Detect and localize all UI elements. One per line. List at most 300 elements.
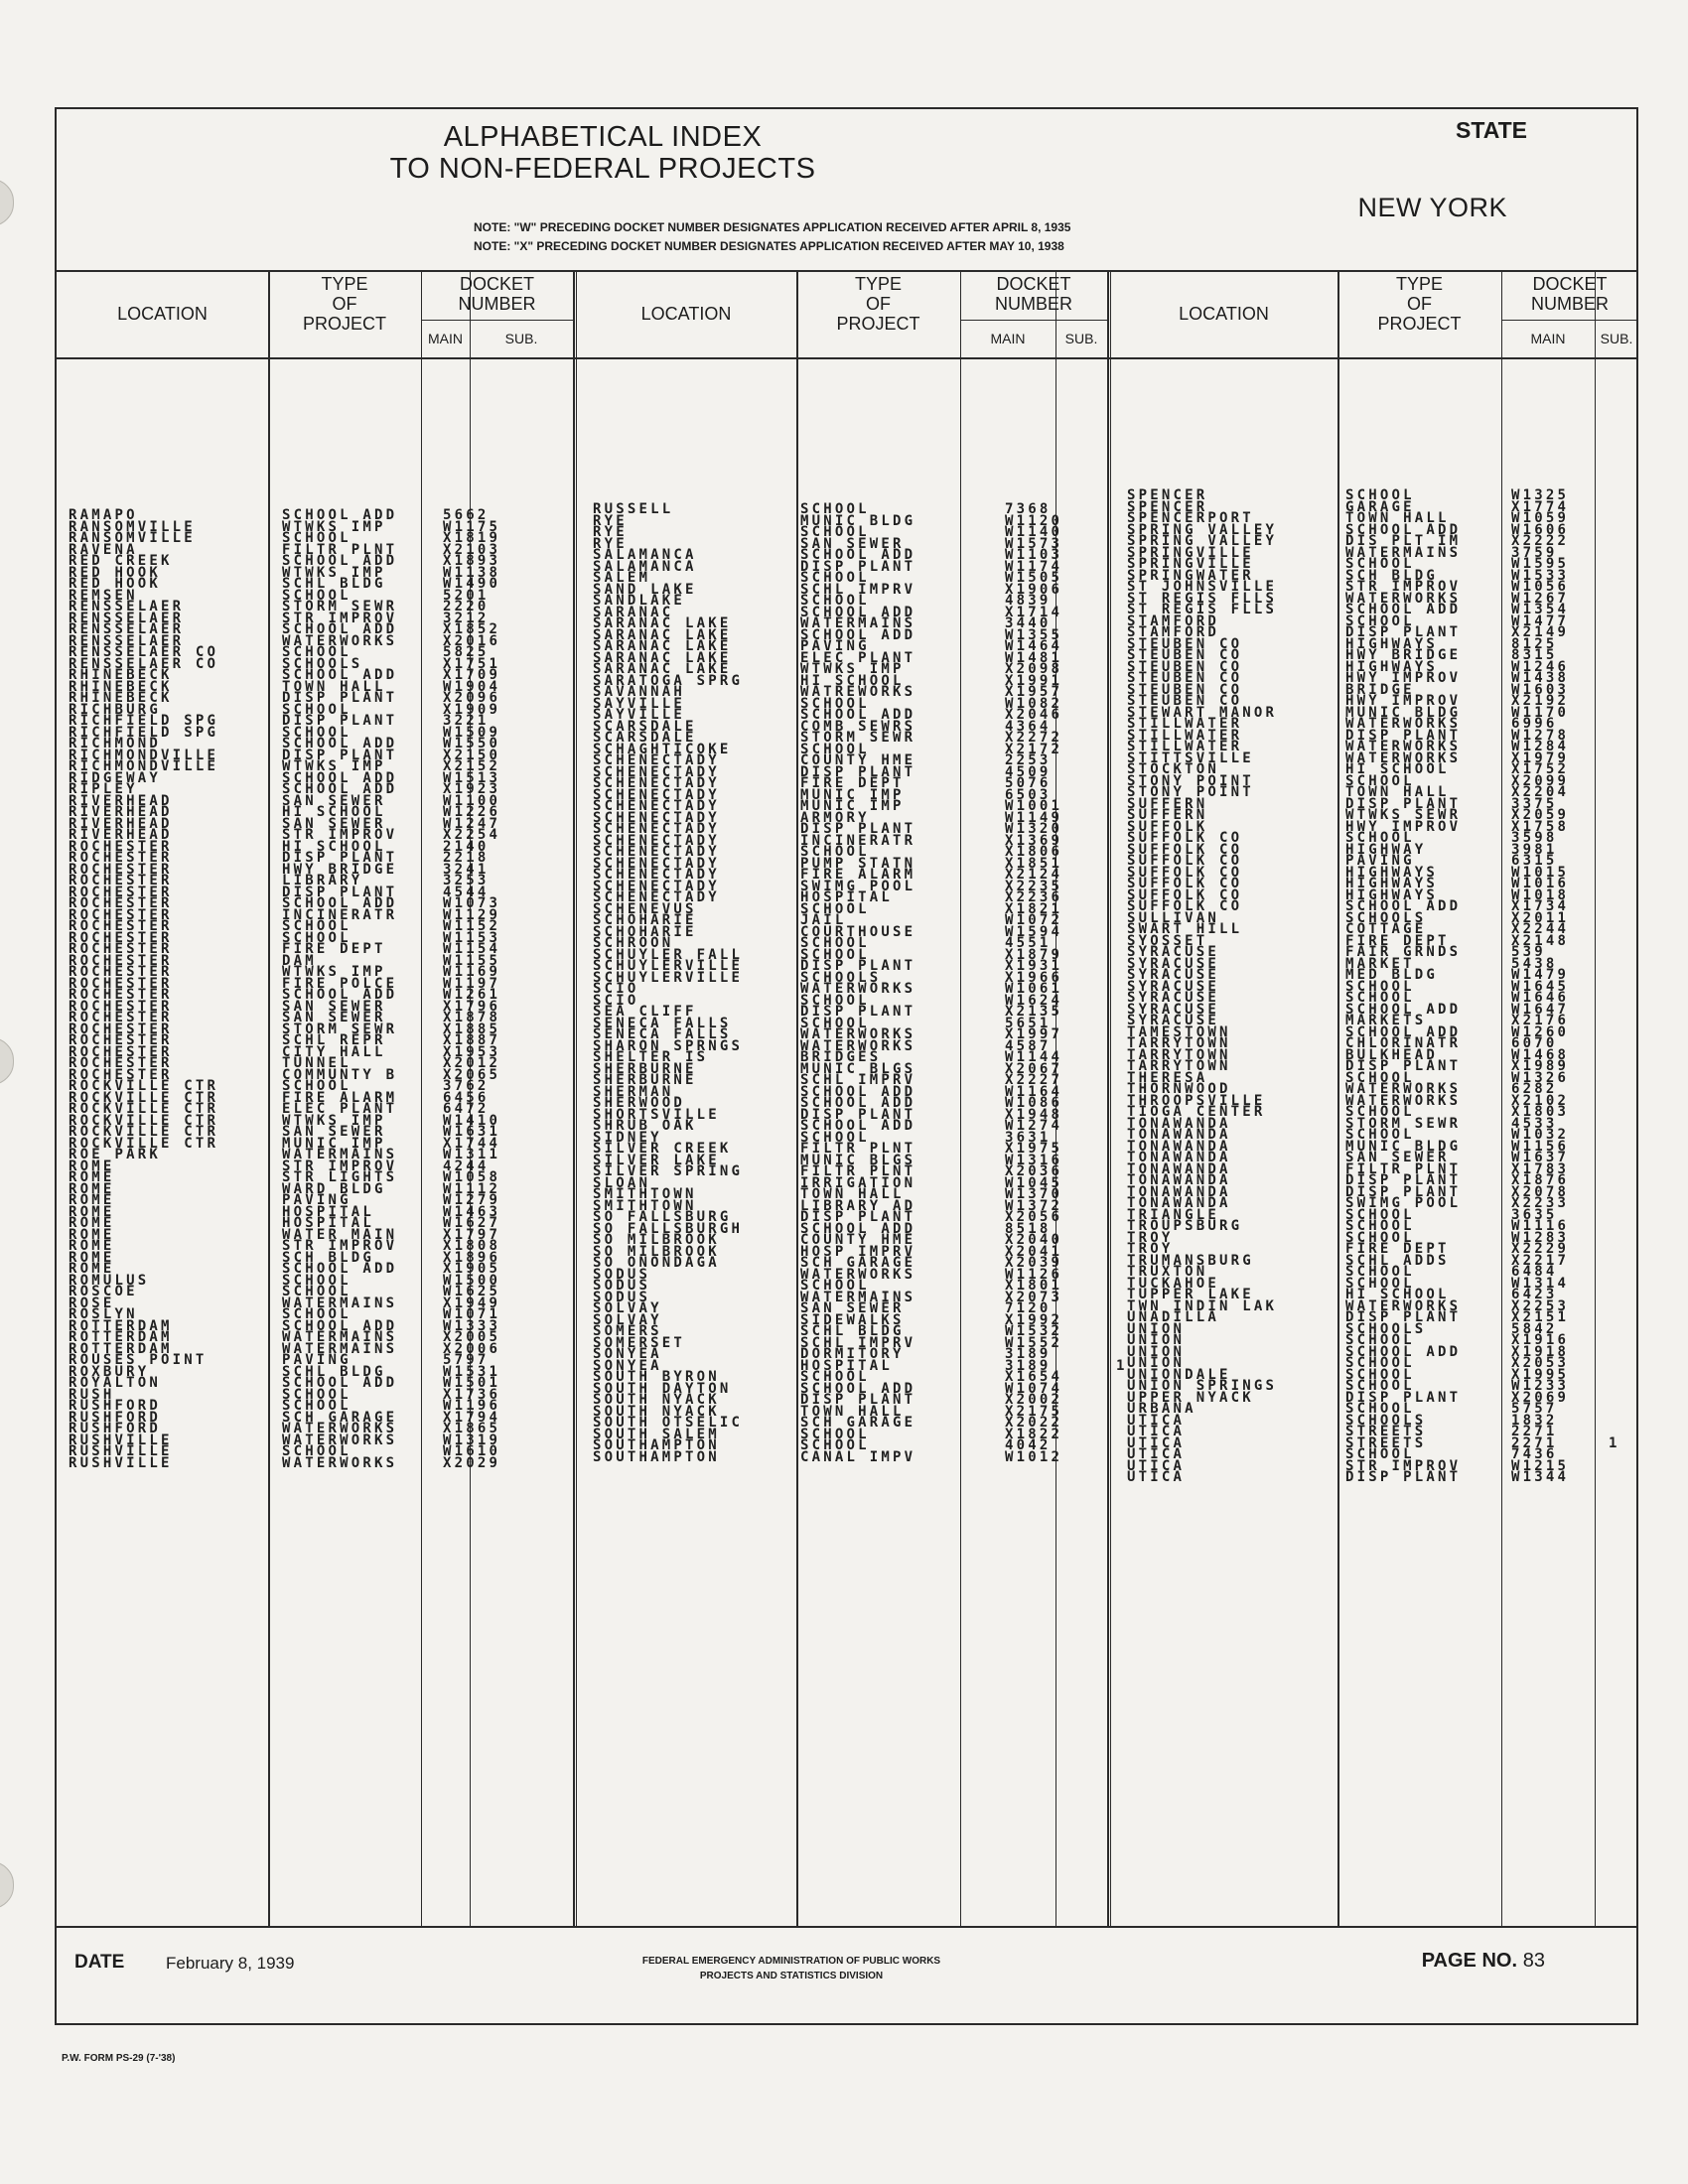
docket-main-cell: W1170 <box>1511 704 1570 721</box>
docket-main-cell: X1736 <box>443 1386 501 1403</box>
docket-main-cell: W1370 <box>1005 1186 1063 1202</box>
type-cell: WATERWORKS <box>800 1037 916 1054</box>
docket-main-cell: X2175 <box>1005 1403 1063 1420</box>
docket-main-cell: 3631 <box>1005 1129 1052 1146</box>
docket-main-cell: W1904 <box>443 678 501 695</box>
type-cell: SAN SEWER <box>282 792 386 809</box>
type-line-3: PROJECT <box>1377 314 1462 334</box>
type-cell: DISP PLANT <box>800 558 916 575</box>
type-cell: COURTHOUSE <box>800 923 916 940</box>
location-cell: SUFFOLK CO <box>1127 830 1243 846</box>
location-cell: SODUS <box>593 1278 651 1294</box>
type-cell: FILTR PLNT <box>800 1163 916 1179</box>
type-cell: HOSP IMPRV <box>800 1243 916 1260</box>
docket-main-cell: W1603 <box>1511 681 1570 698</box>
docket-main-cell: X1887 <box>443 1032 501 1048</box>
form-number: P.W. FORM PS-29 (7-'38) <box>62 2053 176 2064</box>
location-cell: TONAWANDA <box>1127 1115 1231 1132</box>
docket-main-cell: 5076 <box>1005 775 1052 791</box>
docket-main-cell: 5842 <box>1511 1320 1558 1337</box>
location-cell: ROSE <box>69 1295 115 1311</box>
docket-main-cell: W1637 <box>1511 1150 1570 1165</box>
column-header-sub: SUB. <box>470 320 573 356</box>
docket-main-cell: X2236 <box>1005 889 1063 905</box>
docket-main-cell: 3189 <box>1005 1346 1052 1362</box>
location-cell: RAMAPO <box>69 507 138 523</box>
type-line-2: OF <box>866 294 891 314</box>
entries-group-2 <box>593 501 1128 1465</box>
location-cell: STEUBEN CO <box>1127 670 1243 686</box>
docket-main-cell: 4839 <box>1005 593 1052 609</box>
docket-main-cell: W1533 <box>1511 567 1570 584</box>
type-cell: SCHOOL ADD <box>800 1118 916 1134</box>
type-cell: SCHOOL ADD <box>1345 602 1462 617</box>
location-cell: UNION <box>1127 1320 1186 1337</box>
docket-main-cell: X2150 <box>443 747 501 763</box>
type-cell: FAIR GRNDS <box>1345 944 1462 960</box>
type-cell: SCHOOL <box>282 644 352 660</box>
column-header-sub: SUB. <box>1595 320 1638 356</box>
location-cell: SPRINGWATER <box>1127 567 1254 584</box>
agency <box>523 1954 1059 1983</box>
column-header-location: LOCATION <box>1179 304 1269 324</box>
docket-main-cell: X1949 <box>443 1295 501 1311</box>
location-cell: SAYVILLE <box>593 707 686 723</box>
type-cell: SCHOOL ADD <box>1345 1001 1462 1018</box>
type-cell: ELEC PLANT <box>800 649 916 666</box>
docket-main-cell: X1797 <box>443 1226 501 1243</box>
type-cell: WATERWORKS <box>800 1026 916 1042</box>
type-cell: SCHOOL <box>282 1272 352 1289</box>
entries-group-3 <box>1127 487 1638 1485</box>
column-header-docket <box>421 274 573 318</box>
type-cell: WATERWORKS <box>1345 750 1462 766</box>
location-cell: SONYEA <box>593 1346 662 1362</box>
location-cell: RICHMONDVILLE <box>69 747 219 763</box>
type-cell: SCHOOL <box>282 587 352 604</box>
type-cell: SCHOOL <box>800 524 870 540</box>
docket-main-cell: 3375 <box>1511 795 1558 812</box>
location-cell: SEA CLIFF <box>593 1004 697 1020</box>
docket-main-cell: X2036 <box>1005 1163 1063 1179</box>
location-cell: UNION <box>1127 1355 1186 1371</box>
location-cell: RUSHVILLE <box>69 1454 173 1471</box>
docket-main-cell: X2233 <box>1511 1195 1570 1211</box>
type-cell: SCHL IMPRV <box>800 581 916 598</box>
type-cell: STR IMPROV <box>282 827 398 843</box>
location-cell: RENSSELAER CO <box>69 655 219 672</box>
location-cell: ROME <box>69 1226 115 1243</box>
type-cell: SCHOOL <box>1345 1206 1415 1223</box>
type-cell: SCHL IMPRV <box>800 1334 916 1351</box>
docket-main-cell: 1832 <box>1511 1412 1558 1429</box>
type-cell: FILTR PLNT <box>800 1141 916 1157</box>
type-cell: DORMITORY <box>800 1346 905 1362</box>
type-cell: SCHOOL <box>1345 1229 1415 1246</box>
docket-main-cell: W1061 <box>1005 981 1063 997</box>
type-cell: TOWN HALL <box>1345 784 1450 800</box>
docket-main-cell: 7368 <box>1005 501 1052 517</box>
type-cell: WTWKS SEWR <box>1345 807 1462 823</box>
type-cell: STR IMPROV <box>282 1158 398 1174</box>
location-cell: SCHUYLERVILLE <box>593 969 744 986</box>
docket-main-cell: X2069 <box>1511 1389 1570 1406</box>
docket-main-cell: 5651 <box>1005 1015 1052 1031</box>
docket-main-cell: 6484 <box>1511 1264 1558 1280</box>
type-cell: SCHOOL ADD <box>800 547 916 563</box>
location-cell: RENSSELAER <box>69 632 185 649</box>
docket-main-cell: W1325 <box>1511 487 1570 503</box>
location-cell: SCHENECTADY <box>593 798 720 814</box>
docket-main-cell: 8315 <box>1511 647 1558 663</box>
type-cell: SCHOOL ADD <box>282 736 398 751</box>
docket-main-cell: W1196 <box>443 1398 501 1414</box>
location-cell: ROCHESTER <box>69 964 173 980</box>
type-cell: FIRE DEPT <box>800 775 905 791</box>
type-cell: WTWKS IMP <box>282 964 386 980</box>
type-cell: SAN SEWER <box>282 998 386 1015</box>
column-divider <box>573 272 575 1928</box>
type-cell: SCHOOL <box>800 501 870 517</box>
location-cell: RICHFIELD SPG <box>69 713 219 729</box>
docket-main-cell: W1073 <box>443 895 501 911</box>
docket-main-cell: X1774 <box>1511 498 1570 515</box>
location-cell: SOUTH DAYTON <box>593 1380 732 1397</box>
docket-main-cell: W1284 <box>1511 739 1570 754</box>
type-cell: LIBRARY <box>282 873 363 888</box>
location-cell: SILVER SPRING <box>593 1163 744 1179</box>
type-cell: PAVING <box>282 1192 352 1208</box>
docket-main-cell: W1155 <box>443 952 501 969</box>
type-cell: SCHL IMPRV <box>800 1072 916 1088</box>
location-cell: ROUSES POINT <box>69 1352 208 1368</box>
type-cell: INCINERATR <box>282 906 398 923</box>
location-cell: SOUTHAMPTON <box>593 1448 720 1465</box>
docket-main-cell: W1120 <box>1005 512 1063 529</box>
docket-main-cell: X2041 <box>1005 1243 1063 1260</box>
column-header-type <box>796 274 960 353</box>
type-cell: PAVING <box>282 1352 352 1368</box>
location-cell: ROME <box>69 1215 115 1231</box>
type-cell: HOSPITAL <box>282 1203 375 1220</box>
location-cell: SUFFERN <box>1127 795 1208 812</box>
type-cell: SCHOOL <box>1345 487 1415 503</box>
type-cell: HWY BRIDGE <box>282 861 398 878</box>
docket-main-cell: W1056 <box>1511 579 1570 595</box>
location-cell: SCHENECTADY <box>593 786 720 803</box>
docket-main-cell: W1319 <box>443 1432 501 1448</box>
location-cell: SPRINGVILLE <box>1127 544 1254 561</box>
location-cell: RYE <box>593 535 628 552</box>
type-cell: DISP PLANT <box>800 1004 916 1020</box>
type-cell: COUNTY HME <box>800 752 916 768</box>
type-cell: FILTR PLNT <box>1345 1160 1462 1177</box>
type-cell: PAVING <box>800 638 870 654</box>
type-cell: SCH GARAGE <box>800 1415 916 1431</box>
location-cell: TONAWANDA <box>1127 1160 1231 1177</box>
location-cell: ROCKVILLE CTR <box>69 1112 219 1129</box>
location-cell: TROY <box>1127 1229 1174 1246</box>
docket-main-cell: 6503 <box>1005 786 1052 803</box>
docket-main-cell: X1752 <box>1511 761 1570 777</box>
docket-main-cell: X2059 <box>1511 807 1570 823</box>
docket-line-2: NUMBER <box>1530 294 1609 314</box>
location-cell: SYRACUSE <box>1127 1013 1220 1028</box>
docket-main-cell: 4244 <box>443 1158 490 1174</box>
location-cell: SLOAN <box>593 1174 651 1191</box>
type-cell: HI SCHOOL <box>800 672 905 689</box>
docket-main-cell: X1714 <box>1005 604 1063 620</box>
column-divider <box>1110 272 1111 1928</box>
location-cell: SARANAC LAKE <box>593 626 732 643</box>
location-cell: ROCKVILLE CTR <box>69 1101 219 1117</box>
type-cell: WARD BLDG <box>282 1180 386 1197</box>
type-cell: SCHOOL <box>282 701 352 718</box>
type-line-2: OF <box>1407 294 1432 314</box>
docket-main-cell: X1931 <box>1005 958 1063 974</box>
type-cell: SCHL BLDG <box>282 576 386 592</box>
location-cell: RED HOOK <box>69 564 162 581</box>
location-cell: ROCHESTER <box>69 998 173 1015</box>
location-cell: RYE <box>593 512 628 529</box>
docket-main-cell: X2227 <box>1005 1072 1063 1088</box>
type-cell: TUNNEL <box>282 1055 352 1071</box>
location-cell: SYRACUSE <box>1127 978 1220 995</box>
type-cell: FIRE DEPT <box>282 941 386 957</box>
type-cell: SCHOOLS <box>1345 909 1427 926</box>
location-cell: RIVERHEAD <box>69 804 173 820</box>
docket-main-cell: W1169 <box>443 964 501 980</box>
location-cell: SARANAC LAKE <box>593 649 732 666</box>
docket-main-cell: X1876 <box>1511 1172 1570 1188</box>
type-cell: SCHOOL ADD <box>1345 1343 1462 1360</box>
location-cell: SOUTHAMPTON <box>593 1437 720 1453</box>
type-cell: MUNIC BLDG <box>1345 704 1462 721</box>
docket-main-cell: W1477 <box>1511 613 1570 629</box>
location-cell: RUSHVILLE <box>69 1432 173 1448</box>
type-cell: FILTR PLNT <box>282 541 398 558</box>
docket-main-cell: 2140 <box>443 838 490 855</box>
type-cell: WATERMAINS <box>800 615 916 631</box>
docket-main-cell: 6315 <box>1511 853 1558 869</box>
docket-main-cell: X1992 <box>1005 1311 1063 1328</box>
docket-line-2: NUMBER <box>994 294 1072 314</box>
type-cell: MUNIC IMP <box>800 798 905 814</box>
docket-main-cell: W1481 <box>1005 649 1063 666</box>
location-cell: SILVER CREEK <box>593 1141 732 1157</box>
type-cell: SCHOOL ADD <box>282 667 398 683</box>
location-cell: SCIO <box>593 981 639 997</box>
location-cell: SO MILBROOK <box>593 1243 720 1260</box>
docket-main-cell: W1552 <box>1005 1334 1063 1351</box>
location-cell: SUFFOLK CO <box>1127 876 1243 891</box>
type-cell: STORM SEWR <box>282 599 398 614</box>
docket-main-cell: X1758 <box>1511 818 1570 835</box>
location-cell: STEWART MANOR <box>1127 704 1278 721</box>
location-cell: SOUTH SALEM <box>593 1426 720 1442</box>
location-cell: SHERBURNE <box>593 1072 697 1088</box>
docket-main-cell: W1646 <box>1511 990 1570 1006</box>
docket-line-1: DOCKET <box>1532 274 1608 294</box>
location-cell: SOMERSET <box>593 1334 686 1351</box>
docket-main-cell: W1463 <box>443 1203 501 1220</box>
type-cell: SCHOOL ADD <box>1345 1024 1462 1040</box>
docket-main-cell: X1865 <box>443 1421 501 1436</box>
location-cell: ROCHESTER <box>69 929 173 946</box>
location-cell: THORNWOOD <box>1127 1081 1231 1097</box>
location-cell: RUSH <box>69 1386 115 1403</box>
location-cell: UTICA <box>1127 1457 1186 1474</box>
location-cell: TRUXTON <box>1127 1264 1208 1280</box>
type-cell: SCH BLDG <box>282 1249 375 1266</box>
docket-main-cell: X1734 <box>1511 898 1570 914</box>
docket-main-cell: 6996 <box>1511 716 1558 732</box>
docket-main-cell: W1074 <box>1005 1380 1063 1397</box>
type-cell: TOWN HALL <box>282 678 386 695</box>
docket-main-cell: X1885 <box>443 1021 501 1037</box>
docket-main-cell: W1153 <box>443 929 501 946</box>
docket-main-cell: X2065 <box>443 1066 501 1083</box>
location-cell: SAND LAKE <box>593 581 697 598</box>
type-cell: SCHOOL <box>1345 1355 1415 1371</box>
location-cell: SCHENECTADY <box>593 832 720 849</box>
type-cell: HIGHWAYS <box>1345 658 1439 675</box>
location-cell: ROXBURY <box>69 1363 150 1380</box>
docket-main-cell: 2271 <box>1511 1434 1558 1451</box>
docket-main-cell: X1896 <box>443 1249 501 1266</box>
location-cell: SPENCER <box>1127 487 1208 503</box>
type-cell: SAN SEWER <box>282 1010 386 1025</box>
docket-main-cell: W1261 <box>443 987 501 1003</box>
docket-main-cell: W1354 <box>1511 602 1570 617</box>
docket-main-cell: 5201 <box>443 587 490 604</box>
docket-main-cell: X1852 <box>443 621 501 637</box>
docket-main-cell: X1997 <box>1005 1026 1063 1042</box>
date-value: February 8, 1939 <box>166 1954 295 1973</box>
column-header-type <box>268 274 421 353</box>
location-cell: RHINEBECK <box>69 667 173 683</box>
location-cell: SAYVILLE <box>593 695 686 712</box>
location-cell: RANSOMVILLE <box>69 518 196 535</box>
location-cell: SUFFOLK CO <box>1127 864 1243 881</box>
type-cell: SCHL ADDS <box>1345 1252 1450 1269</box>
agency-line-2: PROJECTS AND STATISTICS DIVISION <box>699 1971 884 1981</box>
type-line-1: TYPE <box>321 274 368 294</box>
type-cell: WATERMAINS <box>282 1340 398 1357</box>
docket-main-cell: W1149 <box>1005 809 1063 826</box>
type-cell: ELEC PLANT <box>282 1101 398 1117</box>
docket-main-cell: X2046 <box>1005 707 1063 723</box>
docket-main-cell: X2149 <box>1511 624 1570 640</box>
docket-main-cell: W1355 <box>1005 626 1063 643</box>
type-cell: MUNIC IMP <box>800 786 905 803</box>
docket-main-cell: X1744 <box>443 1135 501 1152</box>
type-cell: WATERMAINS <box>800 1289 916 1305</box>
docket-main-cell: W1086 <box>1005 1095 1063 1111</box>
location-cell: RUSHFORD <box>69 1398 162 1414</box>
type-cell: SCHOOL <box>1345 1069 1415 1086</box>
docket-main-cell: X2152 <box>443 758 501 774</box>
docket-main-cell: 4544 <box>443 884 490 900</box>
docket-main-cell: X1879 <box>1005 946 1063 963</box>
location-cell: RIVERHEAD <box>69 815 173 832</box>
location-cell: ROCHESTER <box>69 861 173 878</box>
location-cell: RHINEBECK <box>69 690 173 706</box>
docket-main-cell: 3635 <box>1511 1206 1558 1223</box>
location-cell: SHERBURNE <box>593 1060 697 1077</box>
docket-main-cell: W1116 <box>1511 1218 1570 1234</box>
location-cell: TONAWANDA <box>1127 1195 1231 1211</box>
docket-main-cell: W1625 <box>443 1284 501 1299</box>
note-2: NOTE: "X" PRECEDING DOCKET NUMBER DESIGNATES APPLICATION RECEIVED AFTER MAY 10, 1938 <box>474 239 1064 253</box>
type-cell: WATERWORKS <box>1345 716 1462 732</box>
docket-main-cell: X2099 <box>1511 772 1570 789</box>
type-cell: DISP PLANT <box>1345 1058 1462 1074</box>
location-cell: SUFFOLK CO <box>1127 841 1243 858</box>
docket-main-cell: W1505 <box>1005 570 1063 586</box>
location-cell: RICHMONDVILLE <box>69 758 219 774</box>
location-cell: SOUTH NYACK <box>593 1403 720 1420</box>
type-cell: SCHOOL <box>1345 1264 1415 1280</box>
docket-main-cell: 3241 <box>443 861 490 878</box>
type-cell: SCHOOL <box>282 530 352 546</box>
type-cell: DISP PLANT <box>1345 1172 1462 1188</box>
type-cell: SCHOOL ADD <box>800 1095 916 1111</box>
docket-main-cell: X2073 <box>1005 1289 1063 1305</box>
type-cell: FIRE DEPT <box>1345 1241 1450 1257</box>
docket-main-cell: 3221 <box>443 713 490 729</box>
type-cell: JAIL <box>800 912 847 928</box>
location-cell: ST REGIS FLLS <box>1127 602 1278 617</box>
type-cell: SCHOOL <box>800 992 870 1009</box>
location-cell: TRIANGLE <box>1127 1206 1220 1223</box>
type-cell: HOSPITAL <box>282 1215 375 1231</box>
index-row <box>69 1454 565 1471</box>
location-cell: SCHUYLER FALL <box>593 946 744 963</box>
docket-main-cell: W1410 <box>443 1112 501 1129</box>
type-cell: SCHOOL ADD <box>800 626 916 643</box>
type-cell: SCHOOL <box>800 593 870 609</box>
location-cell: RENSSELAER CO <box>69 644 219 660</box>
location-cell: SCHENECTADY <box>593 855 720 872</box>
type-cell: WATERWORKS <box>1345 590 1462 607</box>
type-cell: SCHOOL ADD <box>800 1220 916 1237</box>
docket-main-cell: 3189 <box>1005 1357 1052 1374</box>
docket-main-cell: W1320 <box>1005 821 1063 837</box>
type-cell: STREETS <box>1345 1434 1427 1451</box>
type-cell: SCHOOL <box>800 1278 870 1294</box>
docket-main-cell: X1821 <box>1005 900 1063 917</box>
type-cell: WTWKS IMP <box>282 518 386 535</box>
type-cell: SCHOOL <box>1345 1378 1415 1394</box>
agency-line-1: FEDERAL EMERGENCY ADMINISTRATION OF PUBLIC WORKS <box>641 1956 941 1967</box>
type-cell: STR IMPROV <box>282 610 398 626</box>
header-rule <box>57 270 1636 272</box>
type-cell: SCHOOL <box>1345 1275 1415 1292</box>
type-cell: SCHOOL ADD <box>282 895 398 911</box>
punch-hole <box>0 1037 14 1085</box>
location-cell: SODUS <box>593 1289 651 1305</box>
type-cell: COMMUNTY B <box>282 1066 398 1083</box>
docket-main-cell: X2204 <box>1511 784 1570 800</box>
docket-main-cell: X1966 <box>1005 969 1063 986</box>
type-cell: SAN SEWER <box>1345 1150 1450 1165</box>
docket-main-cell: W1059 <box>1511 510 1570 526</box>
location-cell: SCHAGHTICOKE <box>593 741 732 757</box>
docket-main-cell: W1072 <box>1005 912 1063 928</box>
docket-main-cell: X2040 <box>1005 1232 1063 1248</box>
location-cell: RYE <box>593 524 628 540</box>
